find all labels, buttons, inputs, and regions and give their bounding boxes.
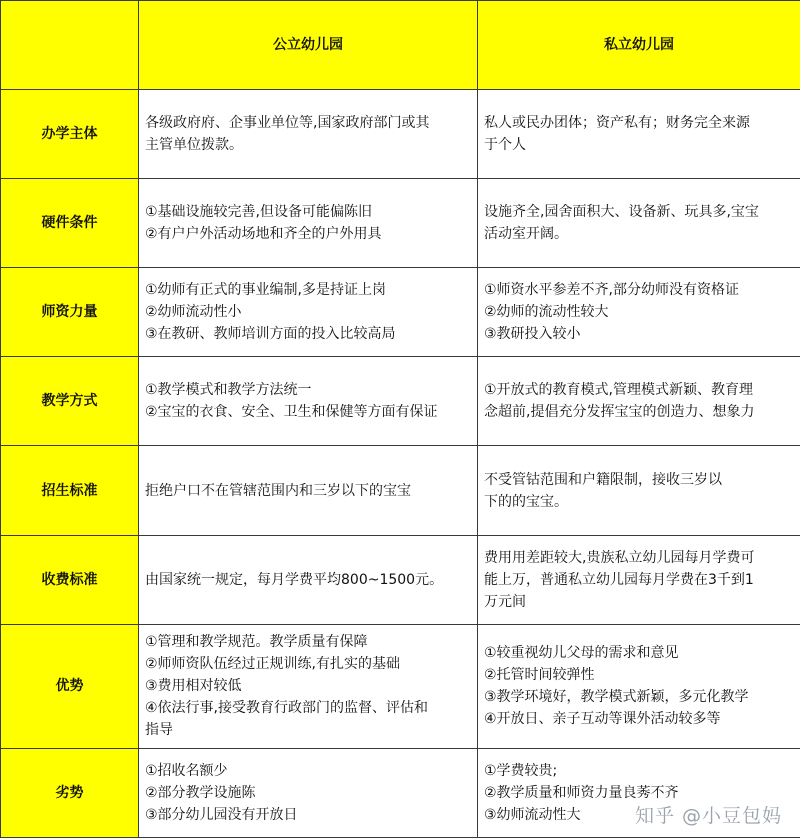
cell-line: ②宝宝的衣食、安全、卫生和保健等方面有保证 [145, 404, 438, 421]
cell-line: 设施齐全,园舍面积大、设备新、玩具多,宝宝 [484, 204, 759, 221]
cell-line: ③费用相对较低 [145, 678, 242, 695]
private-cell [478, 179, 800, 268]
zhihu-watermark: 知乎 @小豆包妈 [634, 805, 782, 827]
table-row [1, 179, 800, 268]
table-row [1, 357, 800, 446]
cell-line: ①较重视幼儿父母的需求和意见 [484, 645, 679, 662]
cell-line: ①师资水平参差不齐,部分幼师没有资格证 [484, 282, 739, 299]
private-cell [478, 446, 800, 535]
private-cell [478, 535, 800, 624]
private-cell [478, 90, 800, 179]
cell-line: ①开放式的教育模式,管理模式新颖、教育理 [484, 382, 753, 399]
cell-line: ②教学质量和师资力量良莠不齐 [484, 784, 679, 801]
cell-line: 拒绝户口不在管辖范围内和三岁以下的宝宝 [145, 482, 411, 499]
cell-line: 万元间 [484, 593, 526, 610]
cell-line: ③部分幼儿园没有开放日 [145, 806, 298, 823]
cell-line: ④依法行事,接受教育行政部门的监督、评估和 [145, 700, 428, 717]
table-row [1, 535, 800, 624]
private-cell [478, 268, 800, 357]
public-cell [139, 748, 478, 837]
cell-line: ①教学模式和教学方法统一 [145, 382, 312, 399]
cell-line: 指导 [145, 722, 173, 739]
cell-line: 主管单位拨款。 [145, 137, 243, 154]
cell-line: 于个人 [484, 137, 526, 154]
cell-line: 由国家统一规定，每月学费平均800~1500元。 [145, 571, 444, 588]
row-label: 收费标准 [1, 535, 139, 624]
public-cell [139, 446, 478, 535]
table-row [1, 268, 800, 357]
cell-line: 念超前,提倡充分发挥宝宝的创造力、想象力 [484, 404, 755, 421]
cell-line: ③在教研、教师培训方面的投入比较高局 [145, 326, 396, 343]
public-cell [139, 357, 478, 446]
row-label: 劣势 [1, 748, 139, 837]
cell-line: 不受管钴范围和户籍限制，接收三岁以 [484, 471, 722, 488]
row-label: 师资力量 [1, 268, 139, 357]
corner-cell [1, 1, 139, 90]
row-label: 硬件条件 [1, 179, 139, 268]
row-label: 优势 [1, 624, 139, 748]
cell-line: ③幼师流动性大 [484, 806, 581, 823]
cell-line: 能上万，普通私立幼儿园每月学费在3千到1 [484, 571, 754, 588]
cell-line: ①幼师有正式的事业编制,多是持证上岗 [145, 282, 386, 299]
cell-line: ①管理和教学规范。教学质量有保障 [145, 634, 368, 651]
cell-line: 费用用差距较大,贵族私立幼儿园每月学费可 [484, 549, 755, 566]
private-cell [478, 624, 800, 748]
public-kindergarten-header: 公立幼儿园 [139, 1, 478, 90]
cell-line: ②师师资队伍经过正规训练,有扎实的基础 [145, 656, 400, 673]
cell-line: ②部分教学设施陈 [145, 784, 256, 801]
cell-line: ①招收名额少 [145, 762, 228, 779]
public-cell [139, 535, 478, 624]
table-row [1, 446, 800, 535]
cell-line: ③教研投入较小 [484, 326, 581, 343]
table-row [1, 90, 800, 179]
cell-line: 活动室开阔。 [484, 226, 568, 243]
cell-line: ②幼师流动性小 [145, 304, 242, 321]
cell-line: ②托管时间较弹性 [484, 667, 595, 684]
public-cell [139, 624, 478, 748]
public-cell [139, 90, 478, 179]
cell-line: ③教学环境好，教学模式新颖，多元化教学 [484, 689, 749, 706]
cell-line: 各级政府府、企事业单位等,国家政府部门或其 [145, 115, 430, 132]
comparison-table-body [1, 1, 800, 838]
cell-line: ④开放日、亲子互动等课外活动较多等 [484, 711, 721, 728]
cell-line: ②幼师的流动性较大 [484, 304, 609, 321]
public-cell [139, 179, 478, 268]
row-label: 教学方式 [1, 357, 139, 446]
private-cell [478, 357, 800, 446]
table-row [1, 624, 800, 748]
cell-line: ①基础设施较完善,但设备可能偏陈旧 [145, 204, 373, 221]
cell-line: 私人或民办团体；资产私有；财务完全来源 [484, 115, 750, 132]
cell-line: 下的的宝宝。 [484, 493, 568, 510]
cell-line: ①学费较贵; [484, 762, 558, 779]
public-cell [139, 268, 478, 357]
row-label: 办学主体 [1, 90, 139, 179]
cell-line: ②有户户外活动场地和齐全的户外用具 [145, 226, 382, 243]
private-kindergarten-header: 私立幼儿园 [478, 1, 800, 90]
header-row [1, 1, 800, 90]
row-label: 招生标准 [1, 446, 139, 535]
